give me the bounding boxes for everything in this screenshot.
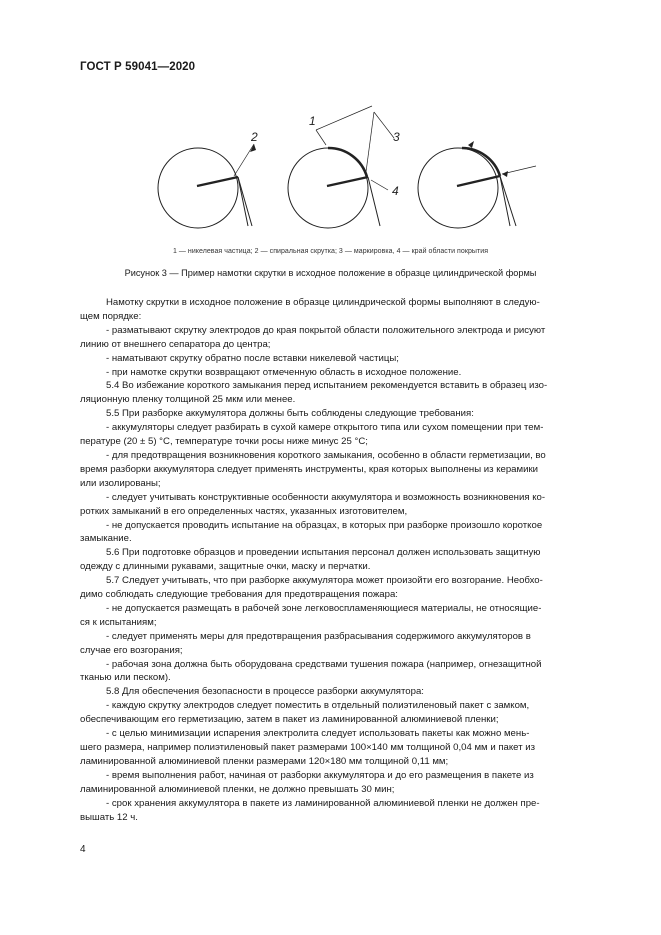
winding-figure	[150, 100, 550, 245]
text-line: ламинированной алюминиевой пленки размерами 120×180 мм толщиной 0,11 мм;	[80, 755, 449, 767]
electrode-line-2	[327, 177, 368, 186]
text-line: шего размера, например полиэтиленовый пакет размерами 100×140 мм толщиной 0,04 мм и пакет из	[80, 742, 536, 753]
electrode-line-1	[197, 177, 238, 186]
text-line: - рабочая зона должна быть оборудована средствами тушения пожара (например, огнезащитной	[106, 658, 542, 670]
label-3: 3	[393, 130, 400, 144]
text-line: - разматывают скрутку электродов до края покрытой области положительного электрода и рисуют	[106, 324, 546, 336]
text-line: - следует учитывать конструктивные особенности аккумулятора и возможность возникновения ко-	[106, 491, 546, 503]
text-line: - срок хранения аккумулятора в пакете из ламинированной алюминиевой пленки не должен пре-	[106, 797, 540, 809]
text-line: обеспечивающим его герметизацию, затем в пакет из ламинированной алюминиевой пленки;	[80, 714, 499, 726]
text-line: замыкание.	[80, 533, 132, 545]
text-line: Намотку скрутки в исходное положение в образце цилиндрической формы выполняют в следую-	[106, 297, 540, 308]
text-line: ся к испытаниям;	[80, 616, 157, 628]
marked-arc-2	[328, 148, 367, 177]
figure-legend: 1 — никелевая частица; 2 — спиральная скрутка; 3 — маркировка, 4 — край области покрытия	[172, 248, 489, 255]
text-line: 5.8 Для обеспечения безопасности в процессе разборки аккумулятора:	[106, 686, 424, 698]
text-line: тканью или песком).	[80, 672, 171, 684]
text-line: димо соблюдать следующие требования для предотвращения пожара:	[80, 589, 398, 601]
text-line: 5.5 При разборке аккумулятора должны быть соблюдены следующие требования:	[106, 408, 474, 420]
document-header: ГОСТ Р 59041—2020	[80, 61, 196, 73]
text-line: случае его возгорания;	[80, 644, 183, 656]
text-line: 5.6 При подготовке образцов и проведении испытания персонал должен использовать защитную	[106, 547, 541, 559]
text-line: 5.4 Во избежание короткого замыкания перед испытанием рекомендуется вставить в образец изо-	[106, 380, 548, 392]
body-text	[80, 296, 584, 824]
page-number: 4	[80, 844, 86, 855]
winding-diagram	[150, 100, 550, 240]
text-line: время разборки аккумулятора следует применять инструменты, края которых выполнены из керамики	[80, 463, 539, 475]
label-2: 2	[251, 130, 258, 144]
text-line: щем порядке:	[80, 310, 142, 322]
text-line: ляционную пленку толщиной 25 мкм или менее.	[80, 394, 296, 406]
text-line: - аккумуляторы следует разбирать в сухой камере открытого типа или сухом помещении при тем-	[106, 422, 544, 434]
text-line: ротких замыканий в его определенных частях, указанных изготовителем,	[80, 505, 408, 517]
text-line: ламинированной алюминиевой пленки, не должно превышать 30 мин;	[80, 783, 395, 795]
leader-line-2	[234, 144, 254, 176]
text-line: пературе (20 ± 5) °С, температуре точки росы ниже минус 25 °С;	[80, 436, 368, 448]
text-line: - не допускается размещать в рабочей зоне легковоспламеняющиеся материалы, не относящие-	[106, 602, 542, 614]
cell-circle-1	[158, 148, 238, 228]
text-line: 5.7 Следует учитывать, что при разборке аккумулятора может произойти его возгорание. Необхо-	[106, 575, 543, 587]
label-4: 4	[392, 184, 399, 198]
text-line: вышать 12 ч.	[80, 811, 138, 823]
text-line: - наматывают скрутку обратно после вставки никелевой частицы;	[106, 352, 399, 364]
label-1: 1	[309, 114, 316, 128]
figure-title: Рисунок 3 — Пример намотки скрутки в исходное положение в образце цилиндрической формы	[124, 268, 537, 278]
electrode-line-3	[457, 176, 500, 186]
text-line: - не допускается проводить испытание на образцах, в которых при разборке произошло короткое	[106, 519, 543, 531]
text-line: или изолированы;	[80, 477, 161, 489]
text-line: одежду с длинными рукавами, защитные очки, маску и перчатки.	[80, 561, 371, 573]
cell-circle-3	[418, 148, 498, 228]
text-line: - с целью минимизации испарения электролита следует использовать пакеты как можно мень-	[106, 728, 530, 740]
text-line: - следует применять меры для предотвращения разбрасывания содержимого аккумуляторов в	[106, 630, 531, 642]
text-line: - при намотке скрутки возвращают отмеченную область в исходное положение.	[106, 366, 462, 378]
text-line: - каждую скрутку электродов следует поместить в отдельный полиэтиленовый пакет с замком,	[106, 700, 530, 712]
text-line: - для предотвращения возникновения короткого замыкания, особенно в области герметизации, во	[106, 449, 546, 461]
text-line: - время выполнения работ, начиная от разборки аккумулятора и до его размещения в пакете из	[106, 769, 534, 781]
text-line: линию от внешнего сепаратора до центра;	[80, 338, 271, 350]
